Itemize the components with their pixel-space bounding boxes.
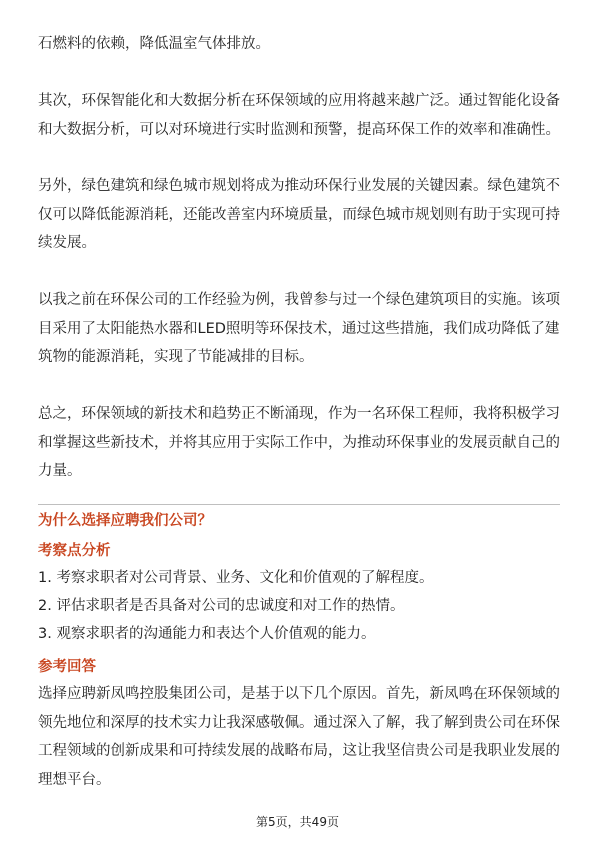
analysis-item: 1. 考察求职者对公司背景、业务、文化和价值观的了解程度。 [38,570,434,586]
page-number: 第5页，共49页 [256,815,339,829]
body-paragraph: 以我之前在环保公司的工作经验为例，我曾参与过一个绿色建筑项目的实施。该项目采用了太阳能热水器和LED照明等环保技术，通过这些措施，我们成功降低了建筑物的能源消耗，实现了节能减排的目标。 [38,292,560,365]
body-paragraph: 其次，环保智能化和大数据分析在环保领域的应用将越来越广泛。通过智能化设备和大数据分析，可以对环境进行实时监测和预警，提高环保工作的效率和准确性。 [38,93,560,138]
answer-paragraph: 选择应聘新凤鸣控股集团公司，是基于以下几个原因。首先，新凤鸣在环保领域的领先地位和深厚的技术实力让我深感敬佩。通过深入了解，我了解到贵公司在环保工程领域的创新成果和可持续发展的战略布局，这让我坚信贵公司是我职业发展的理想平台。 [38,686,560,788]
body-paragraph: 石燃料的依赖，降低温室气体排放。 [38,36,270,52]
body-paragraph: 总之，环保领域的新技术和趋势正不断涌现，作为一名环保工程师，我将积极学习和掌握这些新技术，并将其应用于实际工作中，为推动环保事业的发展贡献自己的力量。 [38,406,560,479]
analysis-item: 2. 评估求职者是否具备对公司的忠诚度和对工作的热情。 [38,598,405,614]
section-divider [38,504,560,505]
answer-heading: 参考回答 [38,659,96,675]
question-title: 为什么选择应聘我们公司？ [38,513,212,529]
body-paragraph: 另外，绿色建筑和绿色城市规划将成为推动环保行业发展的关键因素。绿色建筑不仅可以降低能源消耗，还能改善室内环境质量，而绿色城市规划则有助于实现可持续发展。 [38,178,560,251]
analysis-item: 3. 观察求职者的沟通能力和表达个人价值观的能力。 [38,626,376,642]
analysis-heading: 考察点分析 [38,543,111,559]
